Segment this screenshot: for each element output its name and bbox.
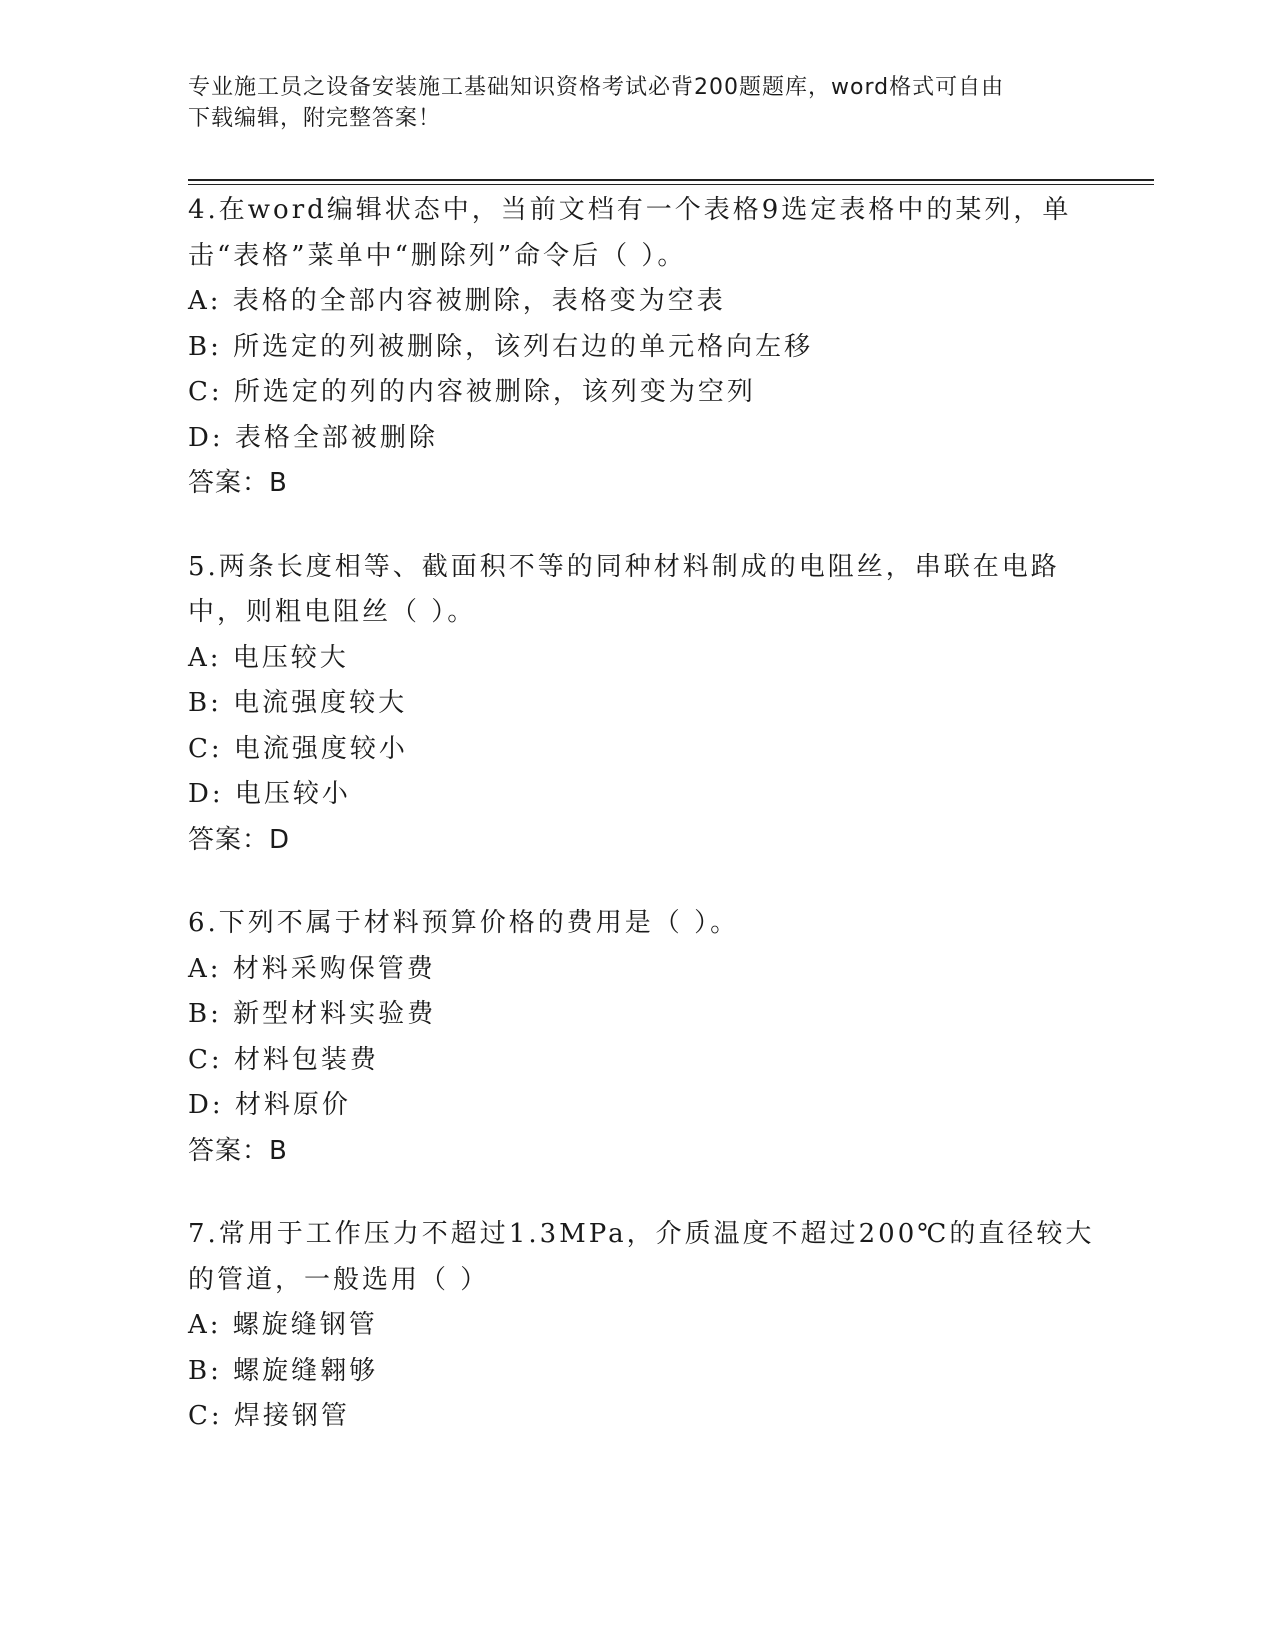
question-stem bbox=[188, 901, 1078, 947]
question-4 bbox=[188, 188, 1078, 507]
option-a: A: 电压较大 bbox=[188, 642, 349, 673]
question-stem bbox=[188, 188, 1078, 279]
answer-label: 答案：B bbox=[188, 1135, 288, 1166]
question-stem-line: 4.在word编辑状态中，当前文档有一个表格9选定表格中的某列，单 bbox=[188, 195, 1072, 225]
question-6 bbox=[188, 901, 1078, 1174]
question-stem-line: 5.两条长度相等、截面积不等的同种材料制成的电阻丝，串联在电路 bbox=[188, 551, 1060, 582]
question-list bbox=[188, 188, 1095, 1478]
question-5 bbox=[188, 545, 1078, 864]
question-stem-line: 的管道，一般选用（ ） bbox=[188, 1264, 490, 1295]
option-b: B: 电流强度较大 bbox=[188, 688, 408, 718]
header-rule-thick bbox=[188, 179, 1154, 181]
option-d: D: 电压较小 bbox=[188, 779, 351, 809]
header-rule-thin bbox=[188, 184, 1154, 185]
option-a: A: 表格的全部内容被删除，表格变为空表 bbox=[188, 286, 726, 316]
option-c: C: 材料包装费 bbox=[188, 1044, 379, 1075]
option-a: A: 螺旋缝钢管 bbox=[188, 1310, 378, 1340]
question-stem-line: 6.下列不属于材料预算价格的费用是（ ）。 bbox=[188, 908, 740, 938]
header-line-2: 下载编辑，附完整答案！ bbox=[188, 106, 442, 131]
question-stem-line: 7.常用于工作压力不超过1.3MPa，介质温度不超过200℃的直径较大 bbox=[188, 1219, 1095, 1249]
option-c: C: 焊接钢管 bbox=[188, 1401, 350, 1431]
question-7 bbox=[188, 1212, 1095, 1440]
option-b: B: 所选定的列被删除，该列右边的单元格向左移 bbox=[188, 331, 814, 362]
question-stem bbox=[188, 545, 1078, 636]
option-c: C: 电流强度较小 bbox=[188, 733, 408, 764]
option-b: B: 新型材料实验费 bbox=[188, 999, 437, 1029]
option-a: A: 材料采购保管费 bbox=[188, 953, 436, 984]
answer-label: 答案：D bbox=[188, 824, 291, 855]
question-stem bbox=[188, 1212, 1095, 1303]
option-d: D: 材料原价 bbox=[188, 1090, 351, 1120]
option-c: C: 所选定的列的内容被删除，该列变为空列 bbox=[188, 377, 756, 407]
option-b: B: 螺旋缝翱够 bbox=[188, 1355, 379, 1386]
question-stem-line: 击“表格”菜单中“删除列”命令后（ ）。 bbox=[188, 240, 687, 271]
question-stem-line: 中，则粗电阻丝（ ）。 bbox=[188, 597, 477, 627]
option-d: D: 表格全部被删除 bbox=[188, 422, 438, 453]
document-header bbox=[188, 72, 1068, 134]
answer-label: 答案：B bbox=[188, 468, 288, 498]
header-line-1: 专业施工员之设备安装施工基础知识资格考试必背200题题库，word格式可自由 bbox=[188, 75, 1005, 100]
